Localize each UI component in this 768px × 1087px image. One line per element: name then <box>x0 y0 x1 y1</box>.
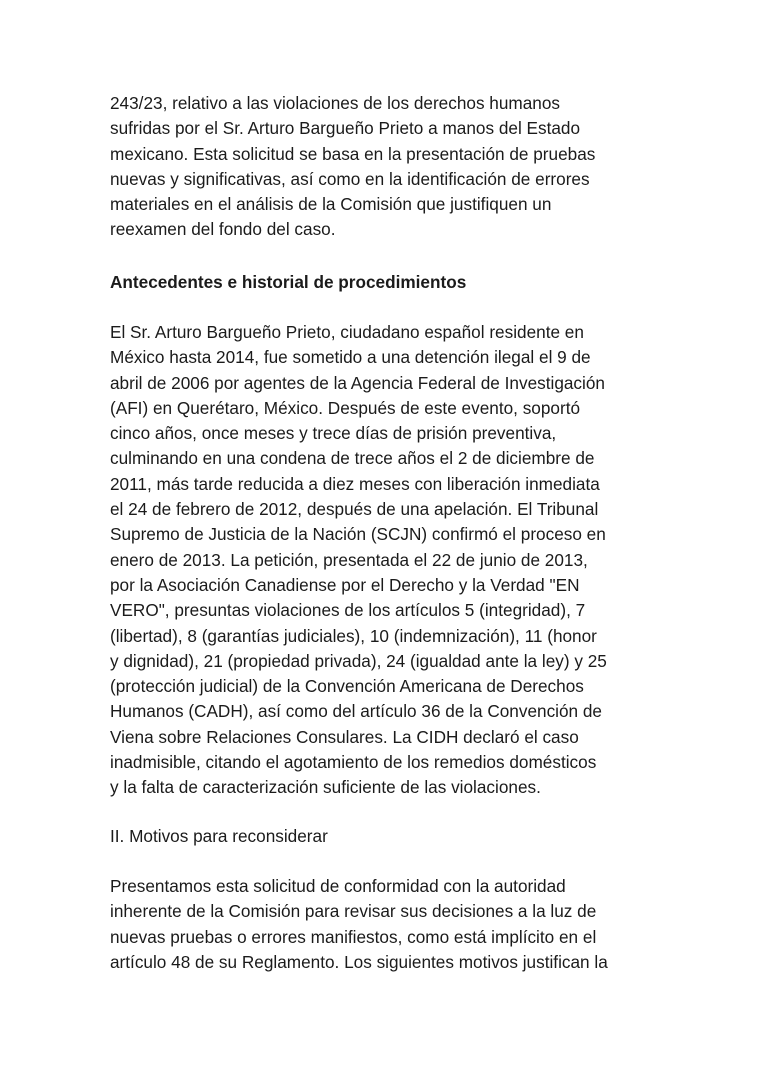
paragraph-reasons <box>110 874 658 975</box>
text-line: materiales en el análisis de la Comisión que justifiquen un <box>110 194 552 215</box>
section-heading-background <box>110 270 658 295</box>
text-line: (AFI) en Querétaro, México. Después de este evento, soportó <box>110 397 581 418</box>
paragraph-intro <box>110 91 658 243</box>
text-line: inherente de la Comisión para revisar sus decisiones a la luz de <box>110 901 597 922</box>
text-line: nuevas pruebas o errores manifiestos, como está implícito en el <box>110 926 597 947</box>
text-line: Viena sobre Relaciones Consulares. La CIDH declaró el caso <box>110 726 579 747</box>
text-line: (protección judicial) de la Convención Americana de Derechos <box>110 676 584 697</box>
text-line: (libertad), 8 (garantías judiciales), 10 (indemnización), 11 (honor <box>110 625 597 646</box>
text-line: culminando en una condena de trece años el 2 de diciembre de <box>110 448 595 469</box>
text-line: abril de 2006 por agentes de la Agencia Federal de Investigación <box>110 372 605 393</box>
text-line: y dignidad), 21 (propiedad privada), 24 (igualdad ante la ley) y 25 <box>110 650 607 671</box>
paragraph-background <box>110 320 658 801</box>
text-line: Humanos (CADH), así como del artículo 36 de la Convención de <box>110 701 602 722</box>
text-line: mexicano. Esta solicitud se basa en la presentación de pruebas <box>110 143 596 164</box>
text-line: inadmisible, citando el agotamiento de los remedios domésticos <box>110 752 597 773</box>
text-line: 2011, más tarde reducida a diez meses con liberación inmediata <box>110 473 600 494</box>
text-line: reexamen del fondo del caso. <box>110 219 336 240</box>
text-line: el 24 de febrero de 2012, después de una apelación. El Tribunal <box>110 499 599 520</box>
text-line: enero de 2013. La petición, presentada el 22 de junio de 2013, <box>110 549 588 570</box>
text-line: artículo 48 de su Reglamento. Los siguientes motivos justifican la <box>110 951 608 972</box>
text-line: Presentamos esta solicitud de conformidad con la autoridad <box>110 876 566 896</box>
section-heading-reasons <box>110 824 658 849</box>
heading-text: II. Motivos para reconsiderar <box>110 826 328 846</box>
text-line: VERO", presuntas violaciones de los artículos 5 (integridad), 7 <box>110 600 586 621</box>
text-line: nuevas y significativas, así como en la identificación de errores <box>110 168 590 189</box>
text-line: cinco años, once meses y trece días de prisión preventiva, <box>110 423 557 444</box>
text-line: 243/23, relativo a las violaciones de los derechos humanos <box>110 93 561 113</box>
heading-text: Antecedentes e historial de procedimientos <box>110 272 467 292</box>
text-line: por la Asociación Canadiense por el Derecho y la Verdad "EN <box>110 574 580 595</box>
text-line: sufridas por el Sr. Arturo Bargueño Prieto a manos del Estado <box>110 118 581 139</box>
text-line: Supremo de Justicia de la Nación (SCJN) confirmó el proceso en <box>110 524 606 545</box>
text-line: y la falta de caracterización suficiente de las violaciones. <box>110 777 541 798</box>
text-line: México hasta 2014, fue sometido a una detención ilegal el 9 de <box>110 347 591 368</box>
text-line: El Sr. Arturo Bargueño Prieto, ciudadano español residente en <box>110 322 584 342</box>
